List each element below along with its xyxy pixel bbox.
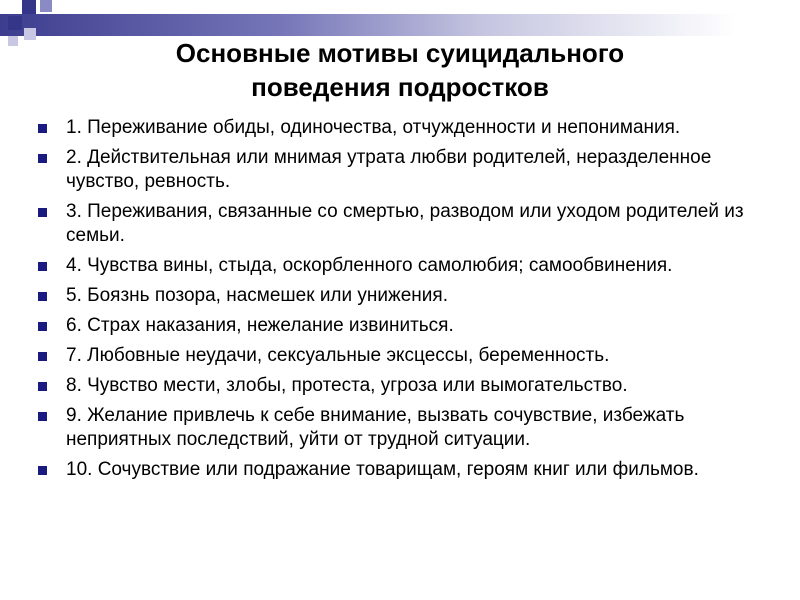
header-band (0, 14, 800, 36)
list-item-text: 10. Сочувствие или подражание товарищам, героям книг или фильмов. (66, 459, 699, 480)
list-item (36, 284, 756, 308)
slide-title (40, 36, 760, 104)
title-line: поведения подростков (251, 72, 549, 102)
list-item-text: 7. Любовные неудачи, сексуальные эксцессы, беременность. (66, 345, 610, 366)
list-item-text: 1. Переживание обиды, одиночества, отчужденности и непонимания. (66, 117, 681, 138)
list-item-text: 9. Желание привлечь к себе внимание, вызвать сочувствие, избежать неприятных последствий, уйти от трудной ситуации. (66, 405, 685, 450)
list-item-text: 2. Действительная или мнимая утрата любви родителей, неразделенное чувство, ревность. (66, 147, 712, 192)
corner-square (8, 36, 18, 46)
square-bullet-icon (38, 382, 47, 391)
list-item (36, 314, 756, 338)
list-item (36, 254, 756, 278)
corner-square (40, 0, 52, 12)
square-bullet-icon (38, 352, 47, 361)
list-item (36, 344, 756, 368)
square-bullet-icon (38, 412, 47, 421)
list-item (36, 116, 756, 140)
corner-square (24, 28, 36, 40)
list-item-text: 6. Страх наказания, нежелание извиниться. (66, 315, 454, 336)
square-bullet-icon (38, 124, 47, 133)
square-bullet-icon (38, 262, 47, 271)
corner-square (8, 16, 22, 30)
motives-list (36, 116, 756, 488)
square-bullet-icon (38, 154, 47, 163)
list-item (36, 200, 756, 248)
list-item-text: 5. Боязнь позора, насмешек или унижения. (66, 285, 448, 306)
list-item-text: 3. Переживания, связанные со смертью, разводом или уходом родителей из семьи. (66, 201, 744, 246)
list-item (36, 374, 756, 398)
list-item (36, 404, 756, 452)
square-bullet-icon (38, 208, 47, 217)
square-bullet-icon (38, 466, 47, 475)
corner-square (22, 0, 36, 14)
square-bullet-icon (38, 292, 47, 301)
list-item-text: 8. Чувство мести, злобы, протеста, угроза или вымогательство. (66, 375, 628, 396)
title-line: Основные мотивы суицидального (175, 38, 625, 68)
list-item-text: 4. Чувства вины, стыда, оскорбленного самолюбия; самообвинения. (66, 255, 673, 276)
list-item (36, 458, 756, 482)
square-bullet-icon (38, 322, 47, 331)
list-item (36, 146, 756, 194)
